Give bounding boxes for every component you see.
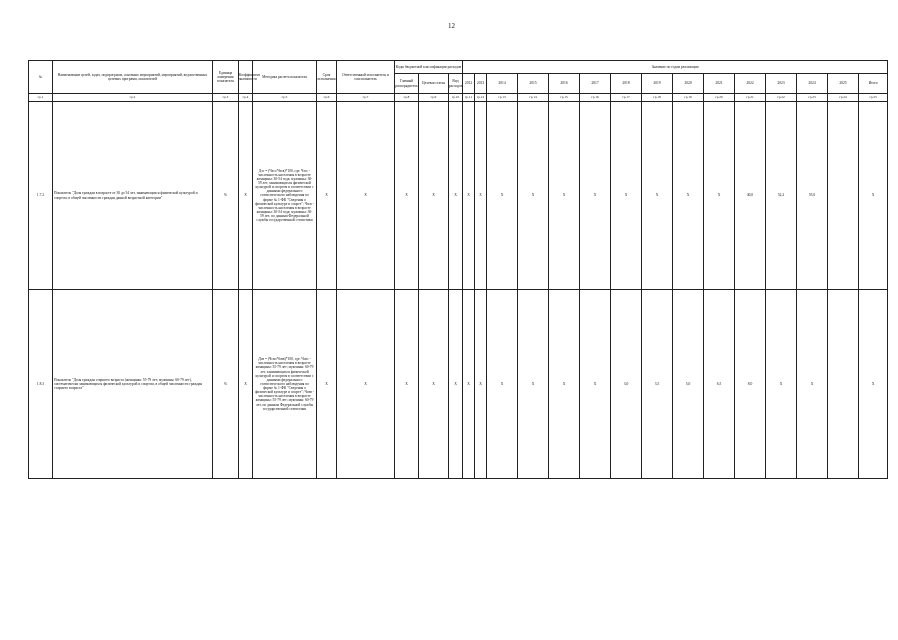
value-cell: X xyxy=(766,290,797,479)
header-year: 2022 xyxy=(735,74,766,94)
budget-cell: X xyxy=(395,290,419,479)
header-budget-grbs: Главный распорядитель xyxy=(395,74,419,94)
value-cell xyxy=(828,290,859,479)
header-name: Наименование целей, задач, подпрограмм, основных мероприятий, мероприятий, ведомственных целевых программ, показателей xyxy=(53,61,213,94)
value-cell: X xyxy=(642,102,673,290)
column-number: гр.17 xyxy=(611,94,642,102)
header-year: 2023 xyxy=(766,74,797,94)
value-cell: 8,0 xyxy=(735,290,766,479)
value-cell: X xyxy=(673,102,704,290)
term-cell: X xyxy=(317,102,337,290)
header-values-group: Значение по годам реализации xyxy=(463,61,888,74)
row-number: 1.8.3 xyxy=(29,290,53,479)
budget-cell: X xyxy=(395,102,419,290)
value-cell: 3,0 xyxy=(611,290,642,479)
value-cell: 3,5 xyxy=(642,290,673,479)
value-cell: X xyxy=(518,290,549,479)
column-number: гр.23 xyxy=(797,94,828,102)
column-number: гр.21 xyxy=(735,94,766,102)
header-year: 2020 xyxy=(673,74,704,94)
column-number: гр.3 xyxy=(213,94,239,102)
header-total: Итого xyxy=(859,74,888,94)
value-cell: X xyxy=(549,102,580,290)
responsible-cell: X xyxy=(337,290,395,479)
indicators-table xyxy=(28,60,888,479)
page-number: 12 xyxy=(448,22,455,30)
value-cell: X xyxy=(463,290,475,479)
value-cell xyxy=(828,102,859,290)
column-number: гр.11 xyxy=(463,94,475,102)
unit-cell: % xyxy=(213,290,239,479)
indicator-name: Показатель "Доля граждан старшего возраста (женщины: 55-79 лет; мужчины: 60-79 лет), систематически занимающихся физической культурой и спортом, в общей численности граждан старшего возраста" xyxy=(53,290,213,479)
value-cell: 55,0 xyxy=(797,102,828,290)
header-budget-type: Вид расходов xyxy=(449,74,463,94)
column-number: гр.15 xyxy=(549,94,580,102)
column-number: гр.12 xyxy=(475,94,487,102)
header-year: 2024 xyxy=(797,74,828,94)
column-number: гр.9 xyxy=(419,94,449,102)
budget-cell: X xyxy=(449,102,463,290)
column-number: гр.7 xyxy=(337,94,395,102)
column-number: гр.2 xyxy=(53,94,213,102)
header-unit: Единица измерения показателя xyxy=(213,61,239,94)
table-row xyxy=(29,102,888,290)
value-cell: X xyxy=(549,290,580,479)
value-cell: X xyxy=(487,290,518,479)
header-year: 2018 xyxy=(611,74,642,94)
column-number: гр.16 xyxy=(580,94,611,102)
method-cell: Дсв = (Чсвс/Чсвв)*100, где: Чсвс - численность населения в возрасте женщины: 55-79 лет; мужчины: 60-79 лет, занимающихся физической культурой и спортом в соответствии с данными федерального статистического наблюдения по форме № 1-ФК "Сведения о физической культуре и спорте"; Чсвв - численность населения в возрасте женщины: 55-79 лет; мужчины: 60-79 лет, по данным Федеральной службы государственной статистики xyxy=(253,290,317,479)
coef-cell: X xyxy=(239,290,253,479)
value-cell: X xyxy=(487,102,518,290)
value-cell: X xyxy=(580,102,611,290)
column-number: гр.25 xyxy=(859,94,888,102)
value-cell: 6,5 xyxy=(704,290,735,479)
responsible-cell: X xyxy=(337,102,395,290)
indicator-name: Показатель "Доля граждан в возрасте от 30 до 54 лет, занимающихся физической культурой и спортом, в общей численности граждан данной возрастной категории" xyxy=(53,102,213,290)
column-number: гр.22 xyxy=(766,94,797,102)
column-number: гр.5 xyxy=(253,94,317,102)
term-cell: X xyxy=(317,290,337,479)
column-number: гр.24 xyxy=(828,94,859,102)
value-cell: X xyxy=(463,102,475,290)
header-term: Срок исполнения xyxy=(317,61,337,94)
method-cell: Дзс = (Чзсс/Чзсв)*100, где: Чзсс - численность населения в возрасте женщины: 30-54 года; мужчины: 30-59 лет, занимающихся физической культурой и спортом в соответствии с данными федерального статистического наблюдения по форме № 1-ФК "Сведения о физической культуре и спорте"; Чзсв - численность населения в возрасте женщины: 30-54 года; мужчины: 30-59 лет, по данным Федеральной службы государственной статистики xyxy=(253,102,317,290)
header-year: 2017 xyxy=(580,74,611,94)
value-cell: X xyxy=(704,102,735,290)
budget-cell: X xyxy=(419,290,449,479)
value-cell: X xyxy=(580,290,611,479)
column-number: гр.19 xyxy=(673,94,704,102)
value-cell: X xyxy=(475,290,487,479)
header-budget-codes: Коды бюджетной классификации расходов xyxy=(395,61,463,74)
value-cell: 40,0 xyxy=(735,102,766,290)
column-number-row xyxy=(29,94,888,102)
budget-cell: X xyxy=(419,102,449,290)
value-cell: X xyxy=(518,102,549,290)
header-budget-article: Целевая статья xyxy=(419,74,449,94)
unit-cell: % xyxy=(213,102,239,290)
value-cell: 5,0 xyxy=(673,290,704,479)
coef-cell: X xyxy=(239,102,253,290)
header-responsible: Ответственный исполнитель и соисполнитель xyxy=(337,61,395,94)
header-year: 2016 xyxy=(549,74,580,94)
column-number: гр.14 xyxy=(518,94,549,102)
budget-cell: X xyxy=(449,290,463,479)
value-cell: X xyxy=(475,102,487,290)
table-row xyxy=(29,290,888,479)
column-number: гр.4 xyxy=(239,94,253,102)
header-year: 2019 xyxy=(642,74,673,94)
column-number: гр.10 xyxy=(449,94,463,102)
row-number: 1.7.2 xyxy=(29,102,53,290)
value-cell: 52,2 xyxy=(766,102,797,290)
header-year: 2012 xyxy=(463,74,475,94)
header-year: 2025 xyxy=(828,74,859,94)
value-cell: X xyxy=(611,102,642,290)
header-year: 2013 xyxy=(475,74,487,94)
header-year: 2014 xyxy=(487,74,518,94)
header-coef: Коэффициент значимости xyxy=(239,61,253,94)
header-method: Методика расчета показателя xyxy=(253,61,317,94)
column-number: гр.1 xyxy=(29,94,53,102)
column-number: гр.18 xyxy=(642,94,673,102)
header-year: 2021 xyxy=(704,74,735,94)
column-number: гр.8 xyxy=(395,94,419,102)
column-number: гр.20 xyxy=(704,94,735,102)
header-year: 2015 xyxy=(518,74,549,94)
column-number: гр.13 xyxy=(487,94,518,102)
value-cell: X xyxy=(797,290,828,479)
total-cell: X xyxy=(859,102,888,290)
total-cell: X xyxy=(859,290,888,479)
header-row-1 xyxy=(29,61,888,74)
header-no: № xyxy=(29,61,53,94)
column-number: гр.6 xyxy=(317,94,337,102)
